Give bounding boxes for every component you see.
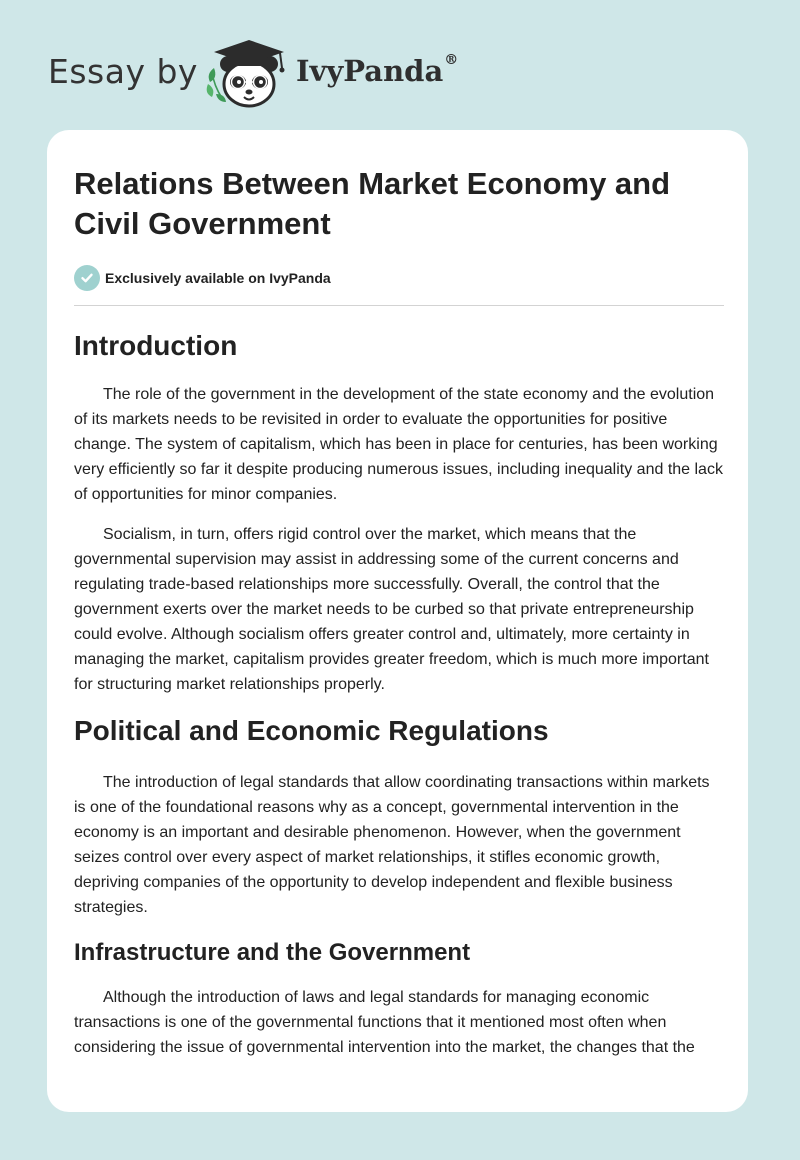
section-heading-political-economic-regulations: Political and Economic Regulations (74, 715, 549, 746)
essay-card (47, 130, 748, 1112)
paragraph: Socialism, in turn, offers rigid control over the market, which means that the governmental supervision may assist in addressing some of the current concerns and regulating trade-based relationships more successfully. Overall, the control that the government exerts over the market needs to be curbed so that private entrepreneurship could evolve. Although socialism offers greater control and, ultimately, more certainty in managing the market, capitalism provides greater freedom, which is much more important for structuring market relationships properly. (74, 526, 709, 693)
check-icon (74, 265, 100, 291)
exclusive-label: Exclusively available on IvyPanda (105, 270, 331, 286)
paragraph: The introduction of legal standards that allow coordinating transactions within markets is one of the foundational reasons why as a concept, governmental intervention in the economy is an important and desirable phenomenon. However, when the government seizes control over every aspect of market relationships, it stifles economic growth, depriving companies of the opportunity to develop independent and flexible business strategies. (74, 774, 710, 916)
exclusive-badge (74, 264, 724, 292)
panda-graduate-icon[interactable] (200, 34, 292, 110)
site-header (0, 0, 800, 120)
section-heading-introduction: Introduction (74, 330, 238, 361)
divider (74, 305, 724, 306)
paragraph: Although the introduction of laws and legal standards for managing economic transactions is one of the governmental functions that it mentioned most often when considering the issue of governmental intervention into the market, the changes that the (74, 989, 695, 1056)
brand-name[interactable] (296, 54, 457, 88)
registered-mark: ® (444, 52, 459, 68)
essay-by-label: Essay by (48, 52, 198, 91)
paragraph: The role of the government in the development of the state economy and the evolution of its markets needs to be revisited in order to evaluate the opportunities for positive change. The system of capitalism, which has been in place for centuries, has been working very efficiently so far it despite producing numerous issues, including inequality and the lack of opportunities for minor companies. (74, 386, 723, 503)
brand-name-text: IvyPanda (296, 54, 444, 88)
section-heading-infrastructure-government: Infrastructure and the Government (74, 939, 471, 966)
essay-content (74, 164, 724, 1060)
page-title: Relations Between Market Economy and Civil Government (74, 166, 671, 241)
